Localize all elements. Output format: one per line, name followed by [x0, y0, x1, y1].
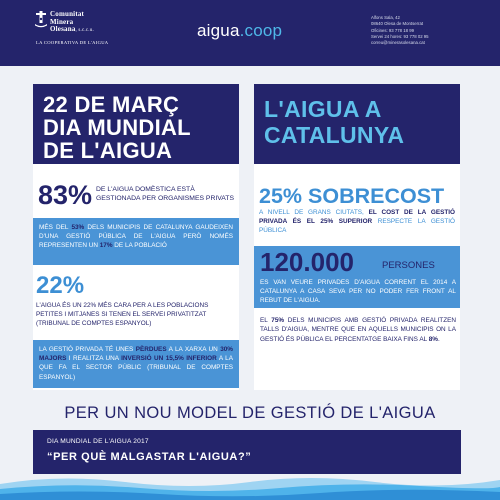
logo-name — [50, 11, 94, 35]
right-title-line-1: L'AIGUA A — [264, 96, 382, 122]
contact-service-phone: Servei 24 hores: 93 778 02 95 — [371, 33, 429, 39]
logo-line-2: Minera — [50, 17, 74, 26]
right-title — [254, 84, 460, 164]
stat-overcost-text: A NIVELL DE GRANS CIUTATS, EL COST DE LA GESTIÓ PRIVADA ÉS EL 25% SUPERIOR RESPECTE LA GESTIÓ PÚBLICA — [259, 209, 455, 234]
footer-question: “PER QUÈ MALGASTAR L'AIGUA?” — [47, 451, 252, 463]
left-title-line-1: 22 DE MARÇ — [43, 92, 180, 117]
stat-overcost-value: 25% SOBRECOST — [259, 184, 445, 208]
left-title — [33, 84, 239, 164]
footer-band — [33, 430, 461, 474]
brand-main: aigua — [197, 21, 240, 40]
stat-people-text: ES VAN VEURE PRIVADES D'AIGUA CORRENT EL 2014 A CATALUNYA A CASA SEVA PER NO PODER FER FRONT AL REBUT DE L'AIGUA. — [260, 279, 456, 305]
brand-tld: .coop — [239, 21, 283, 40]
logo-line-1: Comunitat — [50, 10, 85, 18]
contact-email: correu@minerasolesana.cat — [371, 40, 425, 46]
contact-city: 08640 Olesa de Montserrat — [371, 21, 424, 27]
stat-22-text: L'AIGUA ÉS UN 22% MÉS CARA PER A LES POBLACIONS PETITES I MITJANES SI TENEN EL SERVEI PRIVATITZAT (TRIBUNAL DE COMPTES ESPANYOL) — [36, 302, 209, 327]
stat-people-value: 120.000 — [260, 247, 354, 277]
water-cuts-text: EL 75% DELS MUNICIPIS AMB GESTIÓ PRIVADA REALITZEN TALLS D'AIGUA, MENTRE QUE EN AQUELLS MUNICIPIS ON LA GESTIÓ ÉS PÚBLICA EL PERCENTATGE BAIXA FINS AL 8%. — [260, 317, 456, 343]
brand-name — [197, 21, 282, 41]
logo-emblem-icon — [34, 10, 48, 28]
contact-office-phone: Oficines: 93 778 18 99 — [371, 27, 414, 33]
right-panel — [254, 84, 460, 390]
slogan: PER UN NOU MODEL DE GESTIÓ DE L'AIGUA — [64, 404, 436, 422]
stat-22-value: 22% — [36, 272, 85, 299]
right-title-line-2: CATALUNYA — [264, 122, 405, 148]
contact-info — [371, 15, 429, 46]
left-title-line-3: DE L'AIGUA — [43, 138, 173, 163]
left-title-line-2: DIA MUNDIAL — [43, 115, 191, 140]
stat-people-unit: PERSONES — [382, 260, 435, 271]
people-without-water-box — [254, 246, 460, 308]
logo-line-3: Olesana, s.c.c.u. — [50, 25, 94, 33]
water-wave-decoration — [0, 474, 500, 500]
footer-event: DIA MUNDIAL DE L'AIGUA 2017 — [47, 438, 149, 445]
private-losses-box: LA GESTIÓ PRIVADA TÉ UNES PÈRDUES A LA XARXA UN 30% MAJORS I REALITZA UNA INVERSIÓ UN 15,5% INFERIOR A LA QUE FA EL SECTOR PÚBLIC (TRIBUNAL DE COMPTES ESPANYOL) — [33, 340, 239, 388]
contact-address: Alfons Sala, 42 — [371, 15, 400, 20]
stat-83-text: DE L'AIGUA DOMÈSTICA ESTÀ GESTIONADA PER ORGANISMES PRIVATS — [96, 186, 234, 202]
public-management-box: MÉS DEL 53% DELS MUNICIPIS DE CATALUNYA GAUDEIXEN D'UNA GESTIÓ PÚBLICA DE L'AIGUA PERÒ NOMÉS REPRESENTEN UN 17% DE LA POBLACIÓ — [33, 218, 239, 265]
header-bar — [0, 0, 500, 66]
logo-tagline: LA COOPERATIVA DE L'AIGUA — [36, 40, 109, 45]
stat-83-value: 83% — [38, 180, 93, 210]
left-panel — [33, 84, 239, 390]
